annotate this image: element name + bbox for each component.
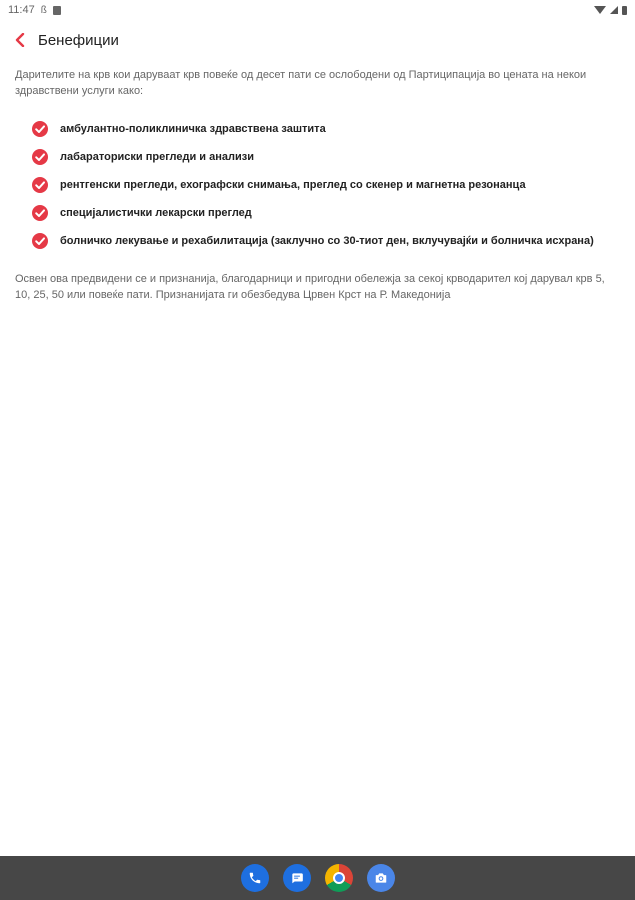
intro-text: Дарителите на крв кои даруваат крв повеќе од десет пати се ослободени од Партиципација во цената на некои здравствени услуги како: <box>15 69 587 97</box>
check-circle-icon <box>32 177 48 193</box>
battery-icon <box>622 6 627 15</box>
messages-app-button[interactable] <box>283 864 311 892</box>
list-item <box>32 171 622 199</box>
camera-app-button[interactable] <box>367 864 395 892</box>
signal-icon <box>610 6 618 14</box>
wifi-icon <box>594 6 606 14</box>
sd-card-icon <box>53 6 61 15</box>
list-item <box>32 143 622 171</box>
phone-icon <box>248 871 262 885</box>
back-button[interactable] <box>10 30 30 50</box>
phone-app-button[interactable] <box>241 864 269 892</box>
status-bar <box>0 0 635 20</box>
benefit-label: болничко лекување и рехабилитација (заклучно со 30-тиот ден, вклучувајќи и болничка исхрана) <box>60 235 594 247</box>
check-circle-icon <box>32 233 48 249</box>
benefit-label: рентгенски прегледи, ехографски снимања, преглед со скенер и магнетна резонанца <box>60 179 526 191</box>
list-item <box>32 115 622 143</box>
check-circle-icon <box>32 149 48 165</box>
benefit-label: амбулантно-поликлиничка здравствена заштита <box>60 123 326 135</box>
nav-bar <box>0 856 635 900</box>
camera-icon <box>374 871 388 885</box>
chrome-app-button[interactable] <box>325 864 353 892</box>
benefit-label: специјалистички лекарски преглед <box>60 207 252 219</box>
messages-icon <box>290 871 304 885</box>
app-bar <box>0 22 635 58</box>
chrome-icon <box>333 872 345 884</box>
benefits-list <box>32 115 622 255</box>
check-circle-icon <box>32 121 48 137</box>
list-item <box>32 227 622 255</box>
status-time: 11:47 <box>8 4 35 16</box>
b-icon: ß <box>40 4 47 16</box>
check-circle-icon <box>32 205 48 221</box>
outro-text: Освен ова предвидени се и признанија, благодарници и пригодни обележја за секој крводарител кој дарувал крв 5, 10, 25, 50 или повеќе пати. Признанијата ги обезбедува Црвен Крст на Р. Македонија <box>15 273 605 301</box>
list-item <box>32 199 622 227</box>
page-title: Бенефиции <box>38 31 119 49</box>
chevron-left-icon <box>14 33 26 47</box>
benefit-label: лабараториски прегледи и анализи <box>60 151 254 163</box>
